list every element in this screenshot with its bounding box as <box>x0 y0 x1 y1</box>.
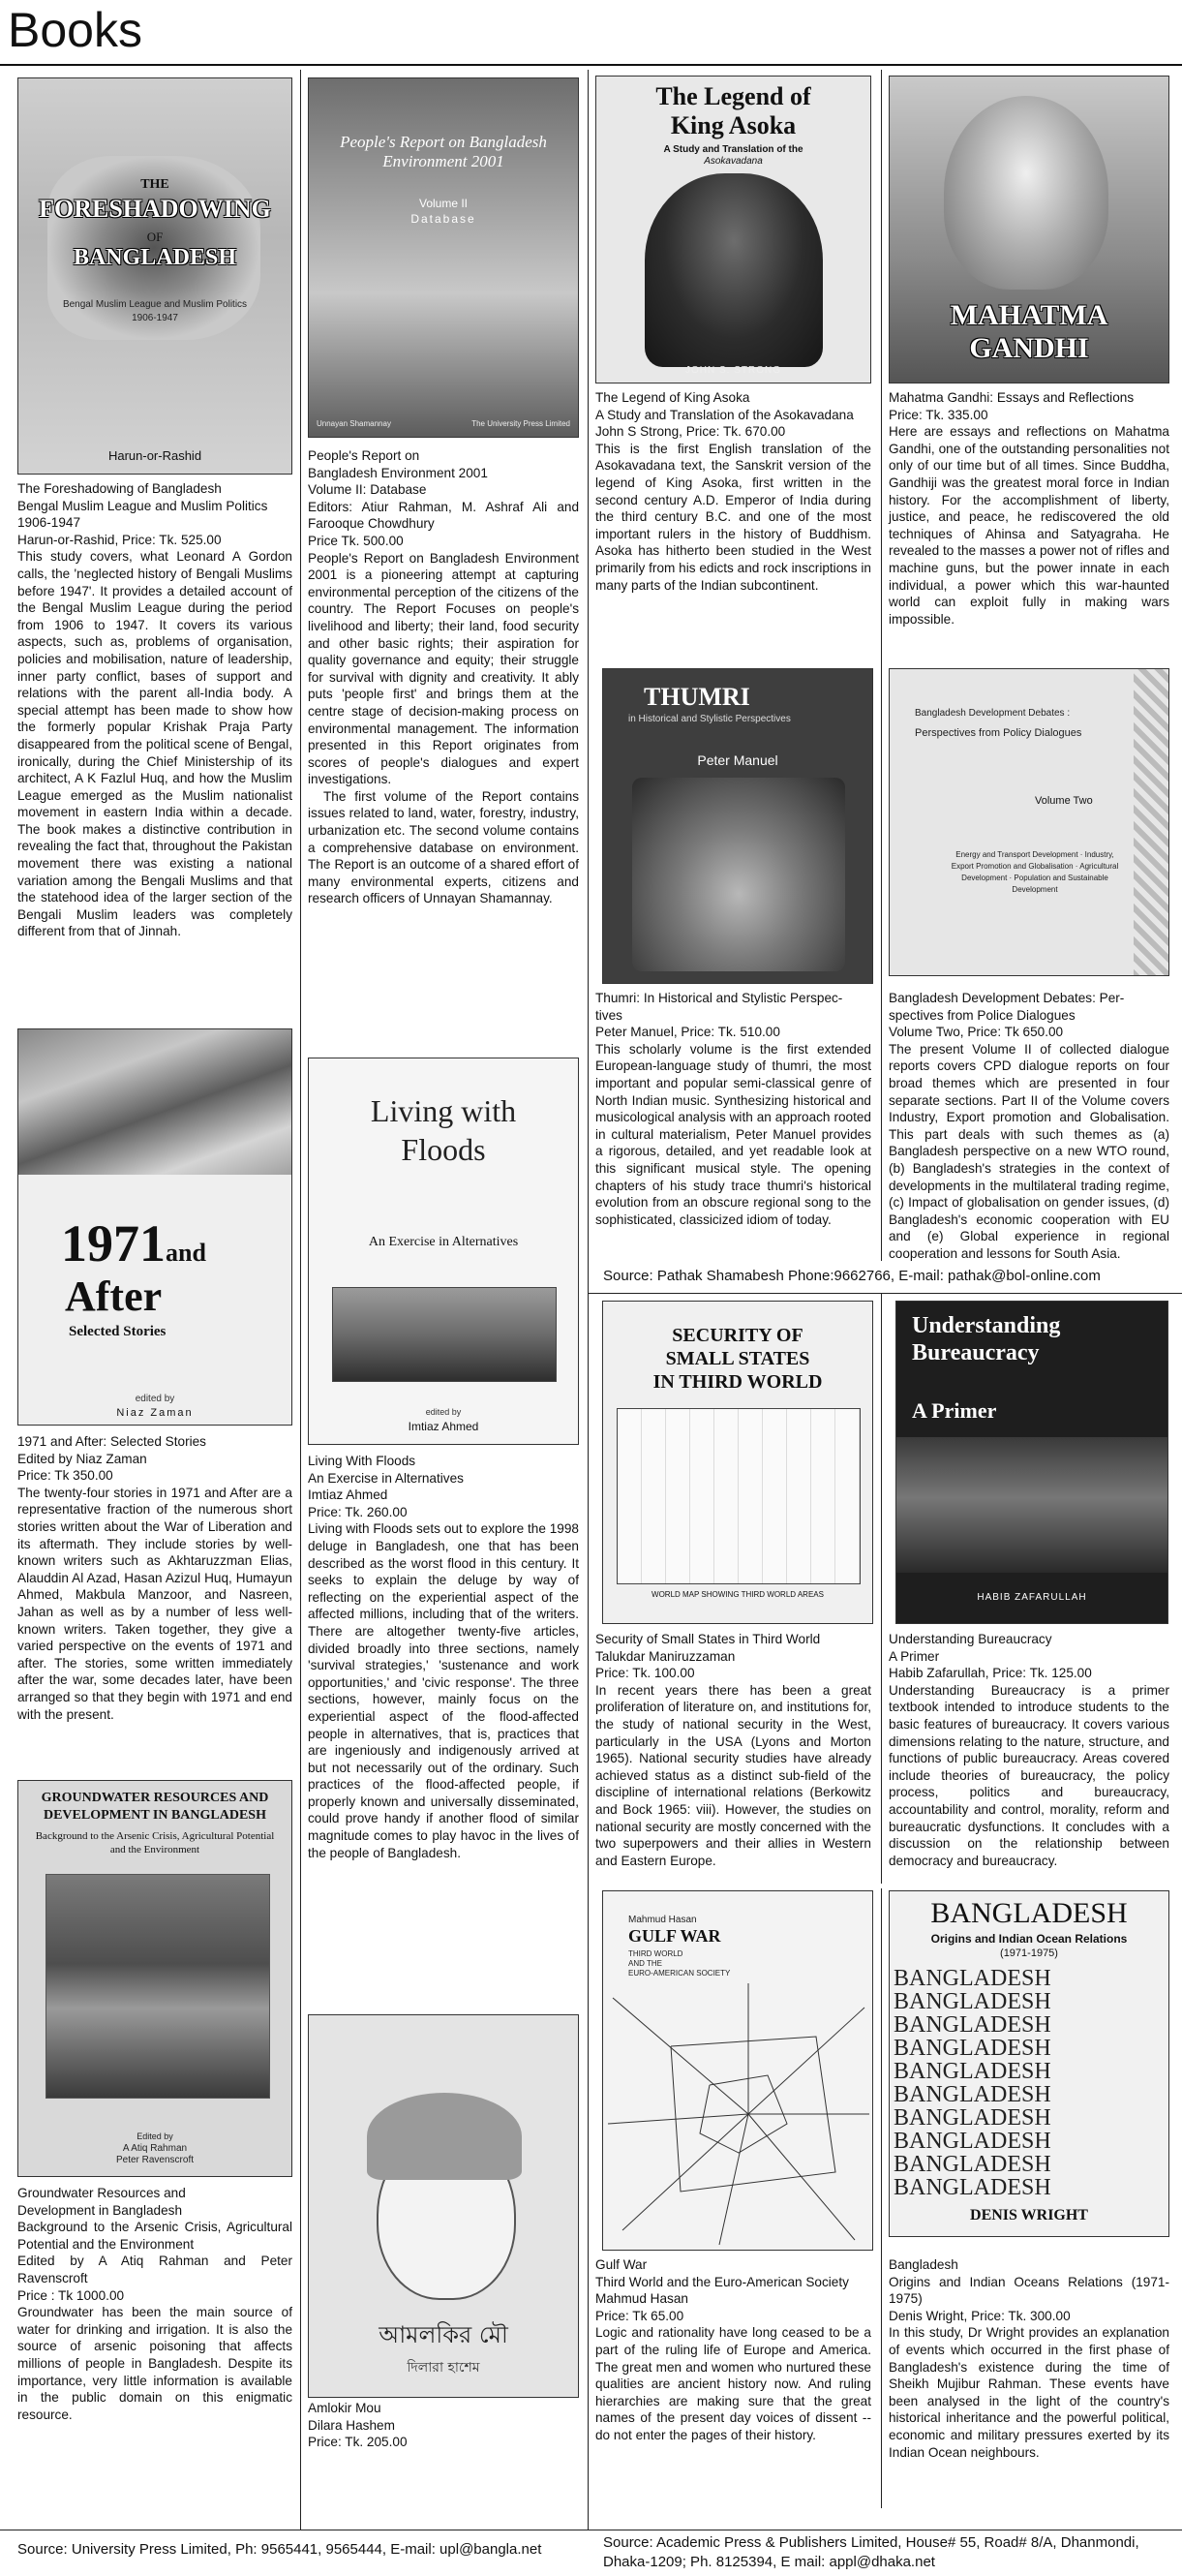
book-description: The first volume of the Report contains issues related to land, water, forestry, industry, urbanization etc. The second volume contains a comprehensive database on environment. The Report is an outcome of a shared effort of many environmental experts, citizens and research officers of Unnayan Shamannay. <box>308 788 579 906</box>
book-entry-king-asoka <box>595 389 871 594</box>
book-entry-amlokir-mou <box>308 2400 579 2451</box>
book-title: Understanding Bureaucracy <box>889 1632 1052 1646</box>
book-subtitle: Origins and Indian Oceans Relations (1971-1975) <box>889 2274 1169 2307</box>
book-cover-king-asoka <box>595 76 871 383</box>
cover-repeat-line: BANGLADESH <box>894 2012 1051 2038</box>
book-author-price: Harun-or-Rashid, Price: Tk. 525.00 <box>17 532 222 547</box>
book-editors: Edited by A Atiq Rahman and Peter Ravenscroft <box>17 2254 292 2285</box>
book-subtitle: Third World and the Euro-American Society <box>595 2274 849 2289</box>
cover-edited-by: edited by <box>135 1394 175 1404</box>
book-volume: Volume II: Database <box>308 482 427 498</box>
book-entry-foreshadowing <box>17 480 292 940</box>
book-cover-security-small-states <box>602 1301 873 1624</box>
book-description: The present Volume II of collected dialogue reports covers CPD dialogue reports on four broad themes which are presented in four separate sections. Part II of the Volume covers Industry, Export promotion and Globalisation. This part deals with such themes as (a) Bangladesh perspective on a new WTO round, (b) Bangladesh's strategies in the context of developments in the multilateral trading regime, (c) Impact of globalisation on gender issues, (d) Bangladesh's economic cooperation with EU and (e) Global experience in regional cooperation and lessons for South Asia. <box>889 1041 1169 1261</box>
book-description: This study covers, what Leonard A Gordon calls, the 'neglected history of Bengali Muslims before 1947'. It provides a detailed account of the Bengal Muslim League during the period from 1906 to 1947. It covers its various aspects, such as, problems of organisation, policies and mobilisation, nature of leadership, inner party conflict, bases of support and relations with the parent all-India body. A special attempt has been made to show how the formerly popular Krishak Praja Party disappeared from the political scene of Bengal, ironically, during the Chief Ministership of its architect, A K Fazlul Huq, and how the Muslim League emerged as the Muslim nationalist movement in eastern India within a decade. The book makes a distinctive contribution in revealing the fact that, throughout the Pakistan movement there was existing a national variation among the Bengali Muslims and that the statehood idea of the larger section of the Bengali Muslim leaders was completely different from that of Jinnah. <box>17 549 292 939</box>
cover-title-line: GANDHI <box>969 332 1089 364</box>
cover-cracked-glass-art <box>603 1978 872 2250</box>
book-title: Bangladesh <box>889 2257 958 2272</box>
book-description: The twenty-four stories in 1971 and After are a representative fraction of the numerous short stories written about the War of Liberation and its aftermath. They include stories by well-known writers such as Akhtaruzzman Elias, Alauddin Al Azad, Hasan Azizul Huq, Humayun Ahmed, Makbula Manzoor, and Nasreen, Jahan as well as by a number of less well-known writers. Taken together, they give a varied perspective on the events of 1971 and after. The stories, some written immediately after the war, some decades later, have been arranged so that they begin with 1971 and end with the present. <box>17 1485 292 1722</box>
book-description: In recent years there has been a great proliferation of literature on, and institutions for, the study of national security in the West, particularly in the USA (Lyons and Morton 1965). National security studies have already achieved status as a distinct sub-field of the discipline of international relations (Berkowitz and Bock 1965: viii). However, the studies on national security are mostly concerned with the two superpowers and their allies in Western and Eastern Europe. <box>595 1682 871 1868</box>
cover-repeat-line: BANGLADESH <box>894 1989 1051 2014</box>
cover-repeat-line: BANGLADESH <box>894 2175 1051 2200</box>
source-academic: Source: Academic Press & Publishers Limited, House# 55, Road# 8/A, Dhanmondi, Dhaka-1209; Ph. 8125394, E mail: appl@dhaka.net <box>603 2534 1139 2570</box>
cover-topics: Energy and Transport Development · Industry, Export Promotion and Globalisation · Agricultural Development · Population and Sustainable Development <box>951 850 1119 894</box>
book-cover-amlokir-mou <box>308 2014 579 2398</box>
cover-volume: Volume Two <box>1035 795 1093 807</box>
cover-buddha-art <box>645 173 823 367</box>
cover-editor: A Atiq Rahman <box>122 2143 188 2154</box>
cover-title: আমলকির মৌ <box>379 2321 508 2348</box>
cover-subtitle: Asokavadana <box>704 156 763 167</box>
cover-subtitle: An Exercise in Alternatives <box>368 1235 519 1249</box>
cover-title: GULF WAR <box>628 1926 721 1946</box>
cover-editor: Niaz Zaman <box>116 1407 194 1419</box>
cover-map-caption: WORLD MAP SHOWING THIRD WORLD AREAS <box>652 1590 824 1599</box>
book-years: 1906-1947 <box>17 515 81 531</box>
book-cover-gulf-war <box>602 1890 873 2251</box>
book-description: Groundwater has been the main source of water for drinking and irrigation. It is also the source of arsenic poisoning that affects millions of people in Bangladesh. Despite its importance, very little information is available in the public domain on this enigmatic resource. <box>17 2305 292 2422</box>
column-divider <box>588 70 589 2530</box>
cover-photo <box>45 1874 270 2099</box>
book-title: Living With Floods <box>308 1454 416 1468</box>
book-entry-gandhi <box>889 389 1169 628</box>
cover-repeat-line: BANGLADESH <box>894 2036 1051 2061</box>
cover-title: THUMRI <box>644 683 750 711</box>
cover-subtitle: A Primer <box>912 1398 997 1423</box>
page-heading: Books <box>8 3 142 57</box>
cover-subtitle: in Historical and Stylistic Perspectives <box>628 714 791 724</box>
cover-hair-art <box>367 2093 522 2180</box>
cover-editor: Peter Ravenscroft <box>115 2155 195 2165</box>
book-title: People's Report on <box>308 448 420 463</box>
cover-art <box>18 1029 292 1175</box>
cover-art <box>632 778 845 971</box>
book-price: Price : Tk 1000.00 <box>17 2287 125 2303</box>
book-title: Bangladesh Development Debates: Per- <box>889 991 1125 1005</box>
cover-volume: Volume II <box>418 197 469 210</box>
page-header <box>0 0 1182 70</box>
cover-title-line: SMALL STATES <box>665 1348 810 1369</box>
book-entry-living-floods <box>308 1453 579 1861</box>
book-entry-bangladesh-origins <box>889 2256 1169 2461</box>
book-cover-thumri <box>602 668 873 984</box>
cover-repeat-line: BANGLADESH <box>894 2129 1051 2154</box>
book-title: Security of Small States in Third World <box>595 1632 821 1646</box>
column-divider <box>881 1888 882 2508</box>
book-description: This is the first English translation of the Asokavadana text, the Sanskrit version of the legend of King Asoka, first written in the second century A.D. Emperor of India during the third century B.C. and one of the most important rulers in the history of Buddhism. Asoka has hitherto been studied in the West primarily from his edicts and rock inscriptions in many parts of the Indian subcontinent. <box>595 441 871 593</box>
book-editors: Editors: Atiur Rahman, M. Ashraf Ali and Farooque Chowdhury <box>308 499 579 532</box>
book-author-price: John S Strong, Price: Tk. 670.00 <box>595 424 786 440</box>
book-price: Volume Two, Price: Tk 650.00 <box>889 1025 1064 1040</box>
cover-author: দিলারা হাশেম <box>407 2360 480 2376</box>
book-cover-development-debates <box>889 668 1169 976</box>
cover-map <box>617 1408 861 1584</box>
cover-title-after: After <box>65 1273 163 1320</box>
cover-volume-sub: Database <box>410 212 476 226</box>
cover-title-line: MAHATMA <box>950 299 1108 331</box>
cover-title-and: and <box>166 1239 206 1267</box>
book-title: Development in Bangladesh <box>17 2202 183 2218</box>
book-author: Mahmud Hasan <box>595 2291 688 2307</box>
book-title: Amlokir Mou <box>308 2401 381 2415</box>
cover-subtitle: A Study and Translation of the <box>663 144 803 155</box>
book-author-price: Habib Zafarullah, Price: Tk. 125.00 <box>889 1666 1092 1681</box>
book-subtitle: Background to the Arsenic Crisis, Agricultural Potential and the Environment <box>17 2220 292 2252</box>
cover-portrait-art <box>944 96 1108 290</box>
cover-years: (1971-1975) <box>1000 1947 1058 1959</box>
cover-title-line: OF <box>146 230 164 244</box>
book-cover-gandhi <box>889 76 1169 383</box>
cover-subtitle: EURO-AMERICAN SOCIETY <box>628 1969 731 1978</box>
cover-title: Bangladesh Development Debates : <box>915 708 1071 719</box>
cover-title-line: The Legend of <box>655 82 811 110</box>
cover-title: People's Report on Bangladesh Environment 2001 <box>340 133 547 170</box>
column-divider <box>881 1293 882 1884</box>
book-cover-foreshadowing <box>17 77 292 475</box>
book-entry-1971-after <box>17 1433 292 1723</box>
cover-photo <box>332 1287 557 1382</box>
book-cover-groundwater <box>17 1780 292 2177</box>
book-title: Mahatma Gandhi: Essays and Reflections <box>889 390 1135 405</box>
cover-author: Harun-or-Rashid <box>107 448 202 463</box>
book-title: The Foreshadowing of Bangladesh <box>17 481 222 496</box>
book-price: Price: Tk. 205.00 <box>308 2435 408 2450</box>
cover-subtitle: THIRD WORLD <box>628 1949 683 1958</box>
book-author-price: Peter Manuel, Price: Tk. 510.00 <box>595 1025 780 1040</box>
cover-repeat-line: BANGLADESH <box>894 2059 1051 2084</box>
cover-years: 1906-1947 <box>132 313 178 323</box>
cover-title-line: BANGLADESH <box>73 245 237 270</box>
book-entry-peoples-report <box>308 447 579 907</box>
book-cover-bureaucracy <box>895 1301 1168 1624</box>
book-subtitle: Bengal Muslim League and Muslim Politics <box>17 498 268 513</box>
cover-repeat-line: BANGLADESH <box>894 2082 1051 2107</box>
book-price: Price: Tk. 260.00 <box>308 1504 408 1519</box>
cover-title-line: Bureaucracy <box>912 1340 1040 1365</box>
cover-title: BANGLADESH <box>930 1897 1128 1929</box>
book-price: Price: Tk. 100.00 <box>595 1666 695 1681</box>
cover-eyes-art <box>896 1437 1168 1573</box>
cover-subtitle: Selected Stories <box>69 1324 167 1339</box>
column-divider <box>300 70 301 2530</box>
cover-title-line: Understanding <box>912 1313 1061 1338</box>
cover-repeat-line: BANGLADESH <box>894 2105 1051 2131</box>
cover-editor: Imtiaz Ahmed <box>408 1420 479 1433</box>
cover-title-line: DEVELOPMENT IN BANGLADESH <box>43 1808 266 1823</box>
cover-title-line: SECURITY OF <box>672 1325 803 1346</box>
book-entry-security-small-states <box>595 1631 871 1869</box>
book-editor: Edited by Niaz Zaman <box>17 1451 147 1466</box>
cover-author: JOHN S. STRONG <box>684 365 781 376</box>
book-cover-peoples-report <box>308 77 579 438</box>
cover-title-big <box>61 1213 206 1273</box>
cover-author: Peter Manuel <box>697 752 778 768</box>
cover-repeat-line: BANGLADESH <box>894 2152 1051 2177</box>
book-description: Living with Floods sets out to explore the 1998 deluge in Bangladesh, one that has been described as the worst flood in this century. It seeks to explain the deluge by way of reflecting on the experiential aspect of the affected millions, including that of the writers. There are altogether twenty-five articles, divided broadly into three sections, namely 'survival strategies,' 'sustenance and work opportunities,' and 'civic response'. The three sections, however, mainly focus on the experiential aspect of the flood-affected people in alternatives, that is, practices that are ingeniously and indigenously arrived at but not necessarily out of the ordinary. Such practices of the flood-affected people, if properly known and universally disseminated, could prove handy if another flood of similar magnitude comes to play havoc in the lives of the people of Bangladesh. <box>308 1521 579 1860</box>
book-title: Groundwater Resources and <box>17 2186 186 2200</box>
cover-edited-by: Edited by <box>136 2131 173 2141</box>
column-divider <box>881 70 882 1261</box>
cover-author: DENIS WRIGHT <box>970 2207 1088 2223</box>
book-cover-bangladesh-origins <box>889 1890 1169 2237</box>
cover-subtitle: Origins and Indian Ocean Relations <box>930 1932 1128 1946</box>
cover-title-line: GROUNDWATER RESOURCES AND <box>41 1791 269 1805</box>
book-editor: Imtiaz Ahmed <box>308 1487 388 1503</box>
book-description: People's Report on Bangladesh Environment 2001 is a pioneering attempt at capturing environmental perception of the citizens of the country. The Report Focuses on people's livelihood and liberty; their land, food security and other basic rights; their aspiration for quality governance and equity; their struggle for survival with dignity and creativity. It ably puts 'people first' and brings them at the centre stage of decision-making process on environmental management. The information presented in this Report originates from scores of people's dialogues and expert investigations. <box>308 550 579 787</box>
cover-title-line: King Asoka <box>670 111 797 139</box>
book-entry-bureaucracy <box>889 1631 1169 1869</box>
cover-title-line: Living with <box>370 1093 517 1128</box>
book-price: Price: Tk. 335.00 <box>889 407 988 422</box>
cover-subtitle: Bengal Muslim League and Muslim Politics <box>62 299 248 310</box>
section-rule <box>589 1293 1182 1294</box>
book-price: Price: Tk 65.00 <box>595 2308 684 2323</box>
cover-author: Mahmud Hasan <box>628 1915 697 1925</box>
book-cover-living-floods <box>308 1058 579 1445</box>
cover-title-line: IN THIRD WORLD <box>652 1371 823 1393</box>
book-entry-development-debates <box>889 990 1169 1263</box>
book-author: Talukdar Maniruzzaman <box>595 1648 736 1664</box>
book-entry-gulf-war <box>595 2256 871 2444</box>
cover-subtitle: Perspectives from Policy Dialogues <box>915 727 1082 739</box>
cover-title-year: 1971 <box>61 1214 166 1273</box>
cover-pattern <box>1134 669 1168 976</box>
cover-subtitle: Background to the Arsenic Crisis, Agricultural Potential and the Environment <box>35 1830 275 1855</box>
book-price: Price Tk. 500.00 <box>308 533 404 548</box>
cover-edited-by: edited by <box>425 1407 462 1417</box>
cover-publisher: Unnayan Shamannay <box>317 419 391 428</box>
book-description: Logic and rationality have long ceased to be a part of the ruling life of Europe and America. The great men and women who nurtured these qualities are ancient history now. And ruling hierarchies are making sure that the great names of the present day voices of dissent -- do not enter the pages of their history. <box>595 2325 871 2442</box>
book-entry-thumri <box>595 990 871 1228</box>
cover-subtitle: AND THE <box>628 1959 662 1968</box>
book-subtitle: An Exercise in Alternatives <box>308 1470 464 1486</box>
book-author: Dilara Hashem <box>308 2417 395 2433</box>
book-price: Price: Tk 350.00 <box>17 1468 113 1484</box>
book-title: spectives from Police Dialogues <box>889 1007 1076 1023</box>
book-subtitle: A Study and Translation of the Asokavadana <box>595 407 854 422</box>
book-title: Thumri: In Historical and Stylistic Perspec- <box>595 991 843 1005</box>
cover-publisher: The University Press Limited <box>471 419 570 428</box>
cover-title-line: Floods <box>401 1132 486 1167</box>
book-title: tives <box>595 1007 622 1023</box>
book-cover-1971-after <box>17 1028 292 1426</box>
book-description: In this study, Dr Wright provides an explanation of events which occurred in the first phase of Bangladesh's existence during the time of Sheikh Mujibur Rahman. These events have been analysed in the light of the country's historical inheritance and the powerful political, economic and military pressures exerted by its Indian Ocean neighbours. <box>889 2325 1169 2460</box>
book-description: This scholarly volume is the first extended European-language study of thumri, the most important and popular semi-classical genre of North Indian music. Synthesizing historical and musicological analysis with an approach rooted in cultural materialism, Peter Manuel provides a rigorous, detailed, and yet readable look at this significant musical style. The opening chapters of his study trace thumri's historical evolution from an obscure regional song to the sophisticated, classicized idiom of today. <box>595 1041 871 1227</box>
book-subtitle: A Primer <box>889 1648 940 1664</box>
cover-author: HABIB ZAFARULLAH <box>977 1592 1087 1603</box>
book-description: Here are essays and reflections on Mahatma Gandhi, one of the outstanding personalities not only of our time but of all times. Since Buddha, Gandhiji was the greatest moral force in Indian history. For the accomplishment of liberty, justice, and peace, he rediscovered the old techniques of Ahinsa and Satyagraha. He revealed to the masses a power not of rifles and machine guns, but the power innate in each individual, a power which this war-haunted world can exploit fully in making wars impossible. <box>889 424 1169 627</box>
book-description: Understanding Bureaucracy is a primer textbook intended to introduce students to the basic features of bureaucracy. It covers various dimensions relating to the nature, structure, and functions of public bureaucracy. Areas covered include theories of bureaucracy, the policy process, politics and bureaucracy, accountability and control, morality, reform and bureaucratic dysfunctions. It concludes with a discussion on the relationship between democracy and bureaucracy. <box>889 1682 1169 1868</box>
header-rule <box>0 64 1182 66</box>
source-pathak: Source: Pathak Shamabesh Phone:9662766, E-mail: pathak@bol-online.com <box>603 1268 1101 1284</box>
book-title: 1971 and After: Selected Stories <box>17 1434 206 1449</box>
cover-title-line: THE <box>140 177 169 192</box>
book-title: Gulf War <box>595 2257 648 2272</box>
book-title: Bangladesh Environment 2001 <box>308 465 488 480</box>
book-author-price: Denis Wright, Price: Tk. 300.00 <box>889 2308 1071 2323</box>
cover-repeat-block <box>894 1967 1167 2203</box>
cover-title-line: FORESHADOWING <box>39 195 271 223</box>
cover-repeat-line: BANGLADESH <box>894 1967 1051 1991</box>
book-entry-groundwater <box>17 2185 292 2423</box>
source-upl: Source: University Press Limited, Ph: 9565441, 9565444, E-mail: upl@bangla.net <box>17 2541 542 2558</box>
book-title: The Legend of King Asoka <box>595 390 750 405</box>
